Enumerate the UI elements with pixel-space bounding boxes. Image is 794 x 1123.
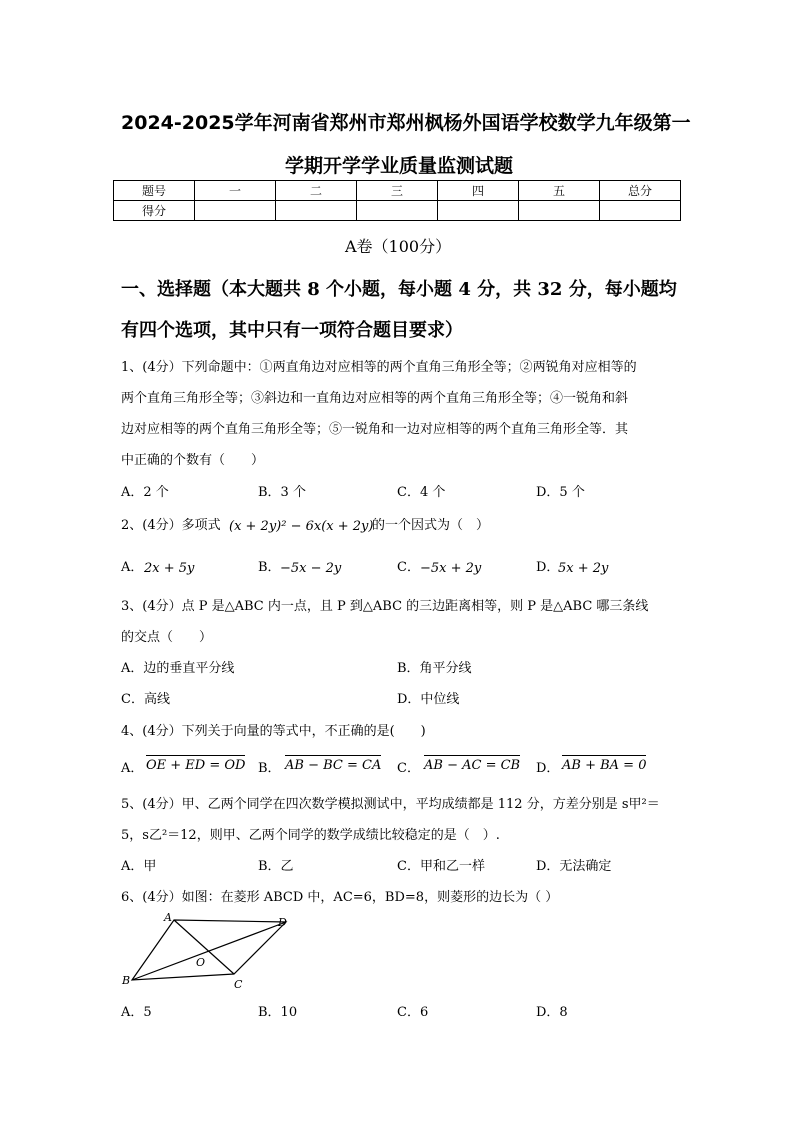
q5-line-2: 5，s乙²＝12，则甲、乙两个同学的数学成绩比较稳定的是（ ）. [121, 828, 500, 843]
q1-option-b: B．3 个 [258, 485, 306, 500]
q6-option-b: B．10 [258, 1005, 298, 1020]
q6-option-d: D．8 [536, 1005, 568, 1020]
q2-option-b-value: −5x − 2y [280, 561, 342, 576]
score-table-score-row [114, 201, 681, 221]
q4-option-a-label: A． [121, 761, 144, 776]
q3-line-1: 3、(4分）点 P 是△ABC 内一点，且 P 到△ABC 的三边距离相等，则 P 是△ABC 哪三条线 [121, 599, 649, 614]
vector-expression: OE + ED = OD [146, 758, 246, 773]
score-cell: 总分 [600, 181, 681, 201]
score-cell: 二 [276, 181, 357, 201]
q1-option-a: A．2 个 [121, 485, 169, 500]
q4-option-d-value [562, 758, 646, 773]
score-input-cell [276, 201, 357, 221]
q5-option-a: A．甲 [121, 859, 157, 874]
score-cell: 题号 [114, 181, 195, 201]
q4-option-b-value [285, 758, 381, 773]
q3-option-c: C．高线 [121, 692, 170, 707]
vertex-label-b: B [122, 974, 131, 987]
vertex-label-c: C [234, 978, 243, 991]
center-label-o: O [196, 956, 206, 969]
title-line-1: 2024-2025学年河南省郑州市郑州枫杨外国语学校数学九年级第一 [121, 112, 691, 134]
q4-option-d-label: D． [536, 761, 560, 776]
q5-option-b: B．乙 [258, 859, 294, 874]
q1-line-3: 边对应相等的两个直角三角形全等；⑤一锐角和一边对应相等的两个直角三角形全等．其 [121, 422, 629, 437]
q2-option-a-label: A． [121, 560, 144, 575]
score-input-cell [438, 201, 519, 221]
q2-option-a-value: 2x + 5y [144, 561, 195, 576]
q4-option-b-label: B． [258, 761, 281, 776]
q5-option-d: D．无法确定 [536, 859, 612, 874]
score-cell: 得分 [114, 201, 195, 221]
q2-prefix: 2、(4分）多项式 [121, 518, 221, 533]
vertex-label-d: D [278, 916, 287, 929]
q1-option-c: C．4 个 [397, 485, 446, 500]
score-input-cell [600, 201, 681, 221]
vector-expression: AB − BC = CA [285, 758, 382, 773]
diagonal-bd [132, 922, 286, 980]
q2-option-d-label: D． [536, 560, 560, 575]
q6-option-a: A．5 [121, 1005, 152, 1020]
q2-suffix: 的一个因式为（ ） [372, 518, 490, 533]
score-input-cell [195, 201, 276, 221]
q2-expression: (x + 2y)² − 6x(x + 2y) [229, 519, 374, 534]
score-cell: 五 [519, 181, 600, 201]
section-heading-line-2: 有四个选项，其中只有一项符合题目要求） [121, 320, 463, 341]
score-table-header-row [114, 181, 681, 201]
q4-option-a-value [146, 758, 245, 773]
score-input-cell [519, 201, 600, 221]
vector-expression: AB + BA = 0 [562, 758, 647, 773]
q3-line-2: 的交点（ ） [121, 630, 213, 645]
q4-stem: 4、(4分）下列关于向量的等式中，不正确的是( ) [121, 724, 426, 739]
title-line-2: 学期开学学业质量监测试题 [285, 155, 514, 177]
volume-heading: A卷（100分） [345, 237, 452, 256]
q2-option-d-value: 5x + 2y [558, 561, 609, 576]
score-table [113, 180, 681, 221]
section-heading-line-1: 一、选择题（本大题共 8 个小题，每小题 4 分，共 32 分，每小题均 [121, 279, 677, 300]
q3-option-b: B．角平分线 [397, 661, 472, 676]
q6-stem: 6、(4分）如图：在菱形 ABCD 中，AC=6，BD=8，则菱形的边长为（ ） [121, 890, 559, 905]
q1-line-1: 1、(4分）下列命题中：①两直角边对应相等的两个直角三角形全等；②两锐角对应相等的 [121, 360, 637, 375]
score-cell: 一 [195, 181, 276, 201]
rhombus-figure [118, 910, 298, 992]
q2-option-b-label: B． [258, 560, 281, 575]
q4-option-c-value [424, 758, 520, 773]
q4-option-c-label: C． [397, 761, 420, 776]
q5-line-1: 5、(4分）甲、乙两个同学在四次数学模拟测试中，平均成绩都是 112 分，方差分别是 s甲²＝ [121, 797, 660, 812]
score-cell: 三 [357, 181, 438, 201]
vector-expression: AB − AC = CB [424, 758, 521, 773]
q6-option-c: C．6 [397, 1005, 429, 1020]
q2-option-c-label: C． [397, 560, 420, 575]
q1-line-2: 两个直角三角形全等；③斜边和一直角边对应相等的两个直角三角形全等；④一锐角和斜 [121, 391, 629, 406]
q2-option-c-value: −5x + 2y [420, 561, 482, 576]
vertex-label-a: A [164, 911, 172, 924]
score-input-cell [357, 201, 438, 221]
q3-option-d: D．中位线 [397, 692, 460, 707]
q1-line-4: 中正确的个数有（ ） [121, 453, 265, 468]
q3-option-a: A．边的垂直平分线 [121, 661, 235, 676]
score-cell: 四 [438, 181, 519, 201]
q1-option-d: D．5 个 [536, 485, 585, 500]
q5-option-c: C．甲和乙一样 [397, 859, 485, 874]
